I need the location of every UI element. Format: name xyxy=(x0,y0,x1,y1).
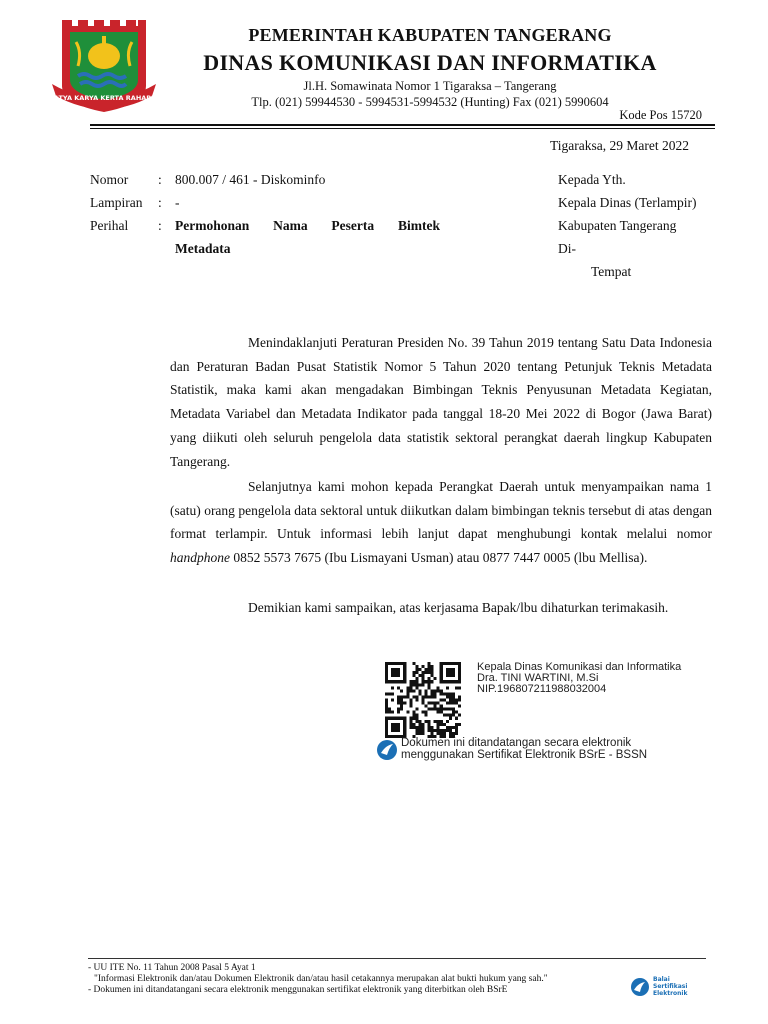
header-address: Jl.H. Somawinata Nomor 1 Tigaraksa – Tangerang xyxy=(303,79,557,93)
body-paragraph-3 xyxy=(170,596,712,620)
qr-finder-square xyxy=(391,723,400,732)
nomor-label: Nomor xyxy=(90,172,129,187)
nomor-value: 800.007 / 461 - Diskominfo xyxy=(175,172,326,187)
footer-line: - Dokumen ini ditandatangani secara elektronik menggunakan sertifikat elektronik yang diterbitkan oleh BSrE xyxy=(88,985,508,995)
footer-line: - UU ITE No. 11 Tahun 2008 Pasal 5 Ayat 1 xyxy=(88,963,256,973)
signature-block xyxy=(477,662,681,695)
signature-nip: NIP.196807211988032004 xyxy=(477,683,607,695)
svg-text:Balai: Balai xyxy=(653,976,670,983)
qr-finder-square xyxy=(391,668,400,677)
lampiran-value: - xyxy=(175,195,180,210)
bsre-icon xyxy=(376,739,398,761)
body-paragraph-1-text: Menindaklanjuti Peraturan Presiden No. 39 Tahun 2019 tentang Satu Data Indonesia dan Peraturan Badan Pusat Statistik Nomor 5 Tahun 2020 tentang Petunjuk Teknis Metadata Statistik, maka kami akan mengadakan Bimbingan Teknis Penyusunan Metadata Kegiatan, Metadata Variabel dan Metadata Indikator pada tanggal 18-20 Mei 2022 di Bogor (Jawa Barat) yang diikuti oleh seluruh pengelola data statistik sektoral perangkat daerah lingkup Kabupaten Tangerang. xyxy=(170,335,712,469)
body-paragraph-2 xyxy=(170,475,712,570)
footer-divider xyxy=(88,958,706,959)
perihal-value-cont: Metadata xyxy=(175,241,231,256)
kabupaten-tangerang-logo xyxy=(44,14,164,114)
header-divider-thick xyxy=(90,124,715,126)
header-agency: DINAS KOMUNIKASI DAN INFORMATIKA xyxy=(203,50,657,75)
colon: : xyxy=(158,172,162,187)
body-paragraph-2-text-end: 0852 5573 7675 (Ibu Lismayani Usman) atau 0877 7447 0005 (lbu Mellisa). xyxy=(230,550,648,566)
signature-qr-code xyxy=(385,662,461,738)
lampiran-label: Lampiran xyxy=(90,195,143,210)
meta-colons xyxy=(158,168,170,237)
header-government: PEMERINTAH KABUPATEN TANGERANG xyxy=(248,25,612,45)
header-postal-code: Kode Pos 15720 xyxy=(619,108,702,122)
signature-title: Kepala Dinas Komunikasi dan Informatika xyxy=(477,661,682,673)
footer-line: "Informasi Elektronik dan/atau Dokumen Elektronik dan/atau hasil cetakannya merupakan alat bukti hukum yang sah." xyxy=(94,974,548,984)
recipient-line: Kabupaten Tangerang xyxy=(558,218,677,233)
svg-text:Elektronik: Elektronik xyxy=(653,990,688,997)
bsre-footer-logo xyxy=(630,972,706,1002)
recipient-line: Kepada Yth. xyxy=(558,172,626,187)
body-paragraph-2-text: Selanjutnya kami mohon kepada Perangkat Daerah untuk menyampaikan nama 1 (satu) orang pengelola data sektoral untuk diikutkan dalam bimbingan teknis tersebut di atas dengan format terlampir. Untuk informasi lebih lanjut dapat menghubungi kontak melalui nomor xyxy=(170,479,712,542)
meta-labels xyxy=(90,168,165,237)
esign-line: menggunakan Sertifikat Elektronik BSrE - BSSN xyxy=(401,749,648,761)
body-paragraph-3-text: Demikian kami sampaikan, atas kerjasama Bapak/lbu dihaturkan terimakasih. xyxy=(248,600,669,615)
recipient-line: Tempat xyxy=(591,264,632,279)
recipient-block xyxy=(558,168,697,283)
meta-values xyxy=(175,168,440,260)
header-divider-thin xyxy=(90,128,715,129)
logo-motto: SATYA KARYA KERTA RAHARJA xyxy=(49,94,159,102)
esign-notice xyxy=(401,737,647,761)
recipient-line: Kepala Dinas (Terlampir) xyxy=(558,195,697,210)
signature-name: Dra. TINI WARTINI, M.Si xyxy=(477,672,599,684)
perihal-label: Perihal xyxy=(90,218,129,233)
qr-finder-square xyxy=(446,668,455,677)
recipient-line: Di- xyxy=(558,241,576,256)
body-paragraph-1 xyxy=(170,331,712,473)
esign-line: Dokumen ini ditandatangan secara elektronik xyxy=(401,737,632,749)
colon: : xyxy=(158,218,162,233)
svg-text:Sertifikasi: Sertifikasi xyxy=(653,983,688,990)
header-phone: Tlp. (021) 59944530 - 5994531-5994532 (Hunting) Fax (021) 5990604 xyxy=(251,95,609,109)
perihal-value: Permohonan Nama Peserta Bimtek xyxy=(175,218,440,233)
footer-notes xyxy=(88,963,648,996)
letter-date: Tigaraksa, 29 Maret 2022 xyxy=(550,138,689,153)
colon: : xyxy=(158,195,162,210)
handphone-term: handphone xyxy=(170,550,230,566)
